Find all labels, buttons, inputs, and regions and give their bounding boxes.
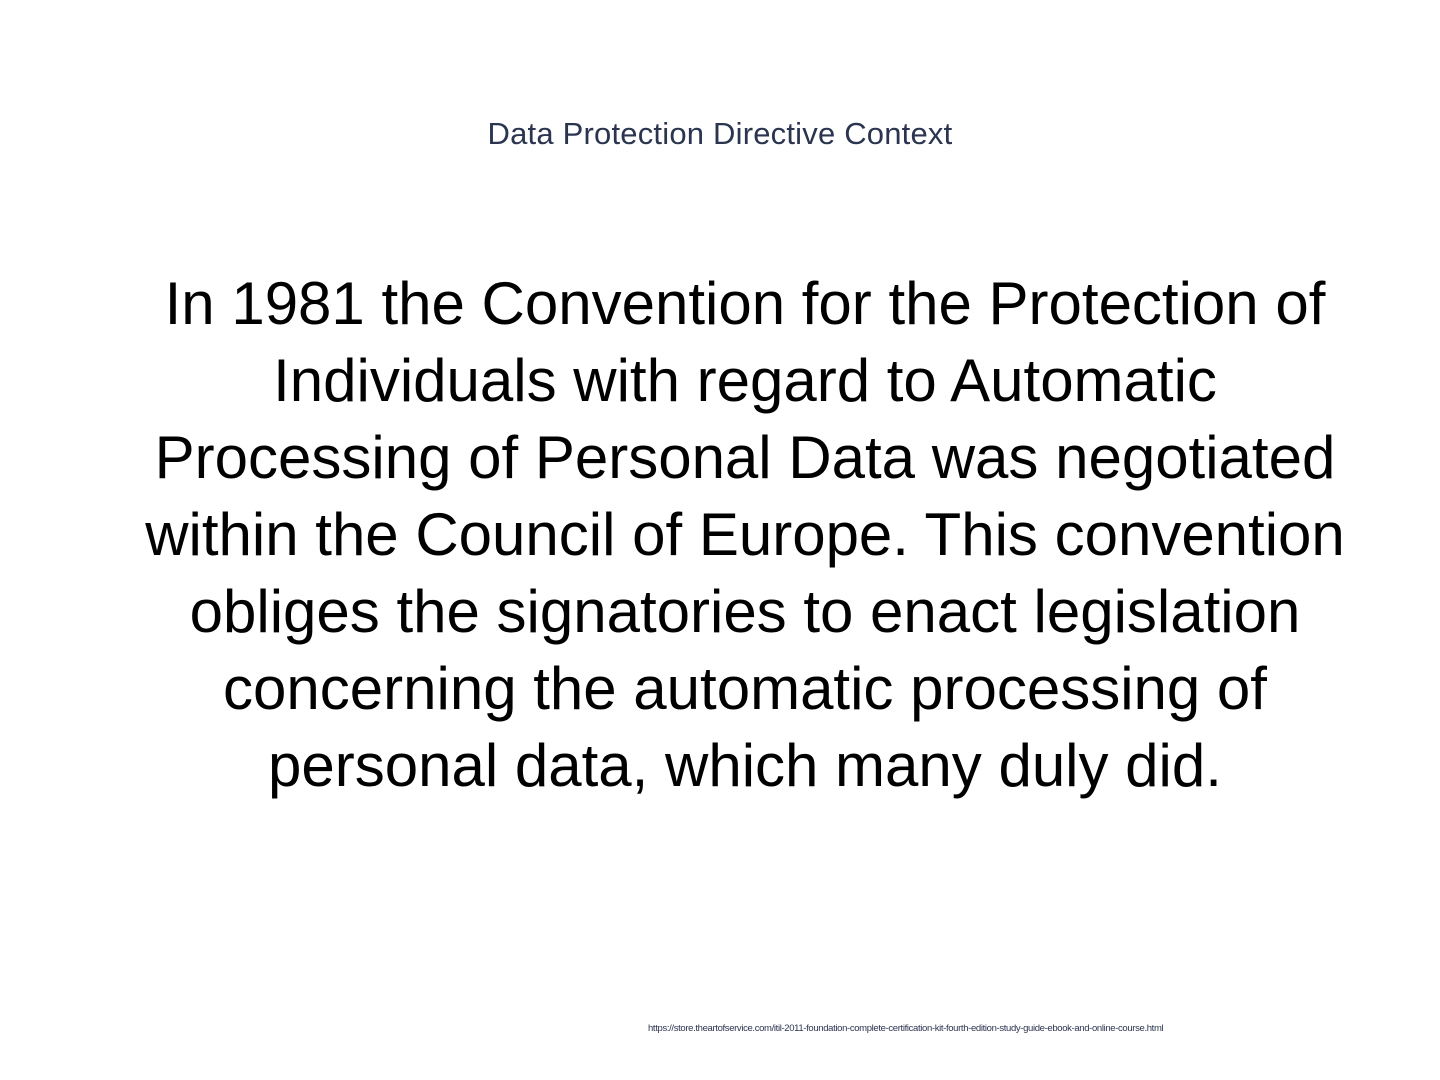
- slide-title: Data Protection Directive Context: [487, 116, 953, 151]
- source-url-link[interactable]: https://store.theartofservice.com/itil-2011-foundation-complete-certification-kit-fourth-edition-study-guide-ebook-and-online-course.html: [648, 1023, 1164, 1034]
- slide-body-text: In 1981 the Convention for the Protection of Individuals with regard to Automatic Processing of Personal Data was negotiated within the Council of Europe. This convention obliges the signatories to enact legislation concerning the automatic processing of personal data, which many duly did.: [145, 270, 1345, 799]
